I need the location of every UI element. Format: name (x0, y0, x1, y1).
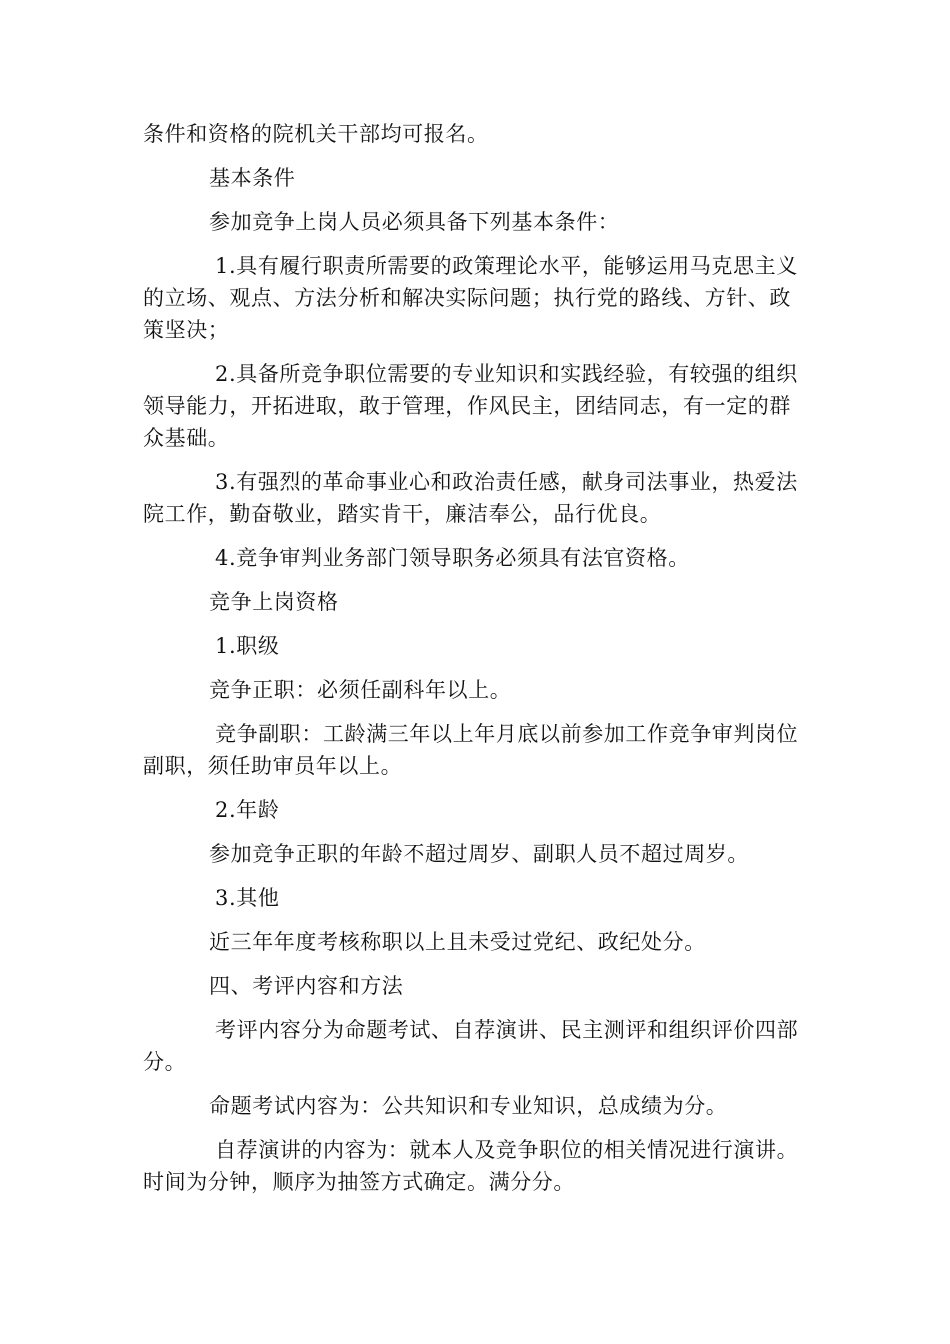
paragraph-other: 近三年年度考核称职以上且未受过党纪、政纪处分。 (209, 930, 706, 954)
paragraph-rank-deputy: 竞争副职：工龄满三年以上年月底以前参加工作竞争审判岗位副职，须任助审员年以上。 (143, 722, 799, 778)
subheading-rank: 1.职级 (215, 634, 280, 658)
paragraph-age: 参加竞争正职的年龄不超过周岁、副职人员不超过周岁。 (209, 842, 749, 866)
paragraph-evaluation-parts: 考评内容分为命题考试、自荐演讲、民主测评和组织评价四部分。 (143, 1018, 799, 1074)
paragraph-basic-conditions-intro: 参加竞争上岗人员必须具备下列基本条件： (209, 210, 620, 234)
list-item-condition-2: 2.具备所竞争职位需要的专业知识和实践经验，有较强的组织领导能力，开拓进取，敢于管理，作风民主，团结同志，有一定的群众基础。 (143, 362, 798, 450)
list-item-condition-4: 4.竞争审判业务部门领导职务必须具有法官资格。 (215, 546, 690, 570)
paragraph-exam-content: 命题考试内容为：公共知识和专业知识，总成绩为分。 (209, 1094, 728, 1118)
paragraph-eligibility-continuation: 条件和资格的院机关干部均可报名。 (143, 122, 489, 146)
subheading-age: 2.年龄 (215, 798, 280, 822)
document-body (143, 118, 807, 1210)
heading-qualifications: 竞争上岗资格 (209, 590, 339, 614)
heading-evaluation: 四、考评内容和方法 (209, 974, 404, 998)
list-item-condition-3: 3.有强烈的革命事业心和政治责任感，献身司法事业，热爱法院工作，勤奋敬业，踏实肯干，廉洁奉公，品行优良。 (143, 470, 798, 526)
subheading-other: 3.其他 (215, 886, 280, 910)
list-item-condition-1: 1.具有履行职责所需要的政策理论水平，能够运用马克思主义的立场、观点、方法分析和解决实际问题；执行党的路线、方针、政策坚决； (143, 254, 798, 342)
paragraph-rank-chief: 竞争正职：必须任副科年以上。 (209, 678, 512, 702)
paragraph-speech-content: 自荐演讲的内容为：就本人及竞争职位的相关情况进行演讲。时间为分钟，顺序为抽签方式确定。满分分。 (143, 1138, 799, 1194)
heading-basic-conditions: 基本条件 (209, 166, 296, 190)
